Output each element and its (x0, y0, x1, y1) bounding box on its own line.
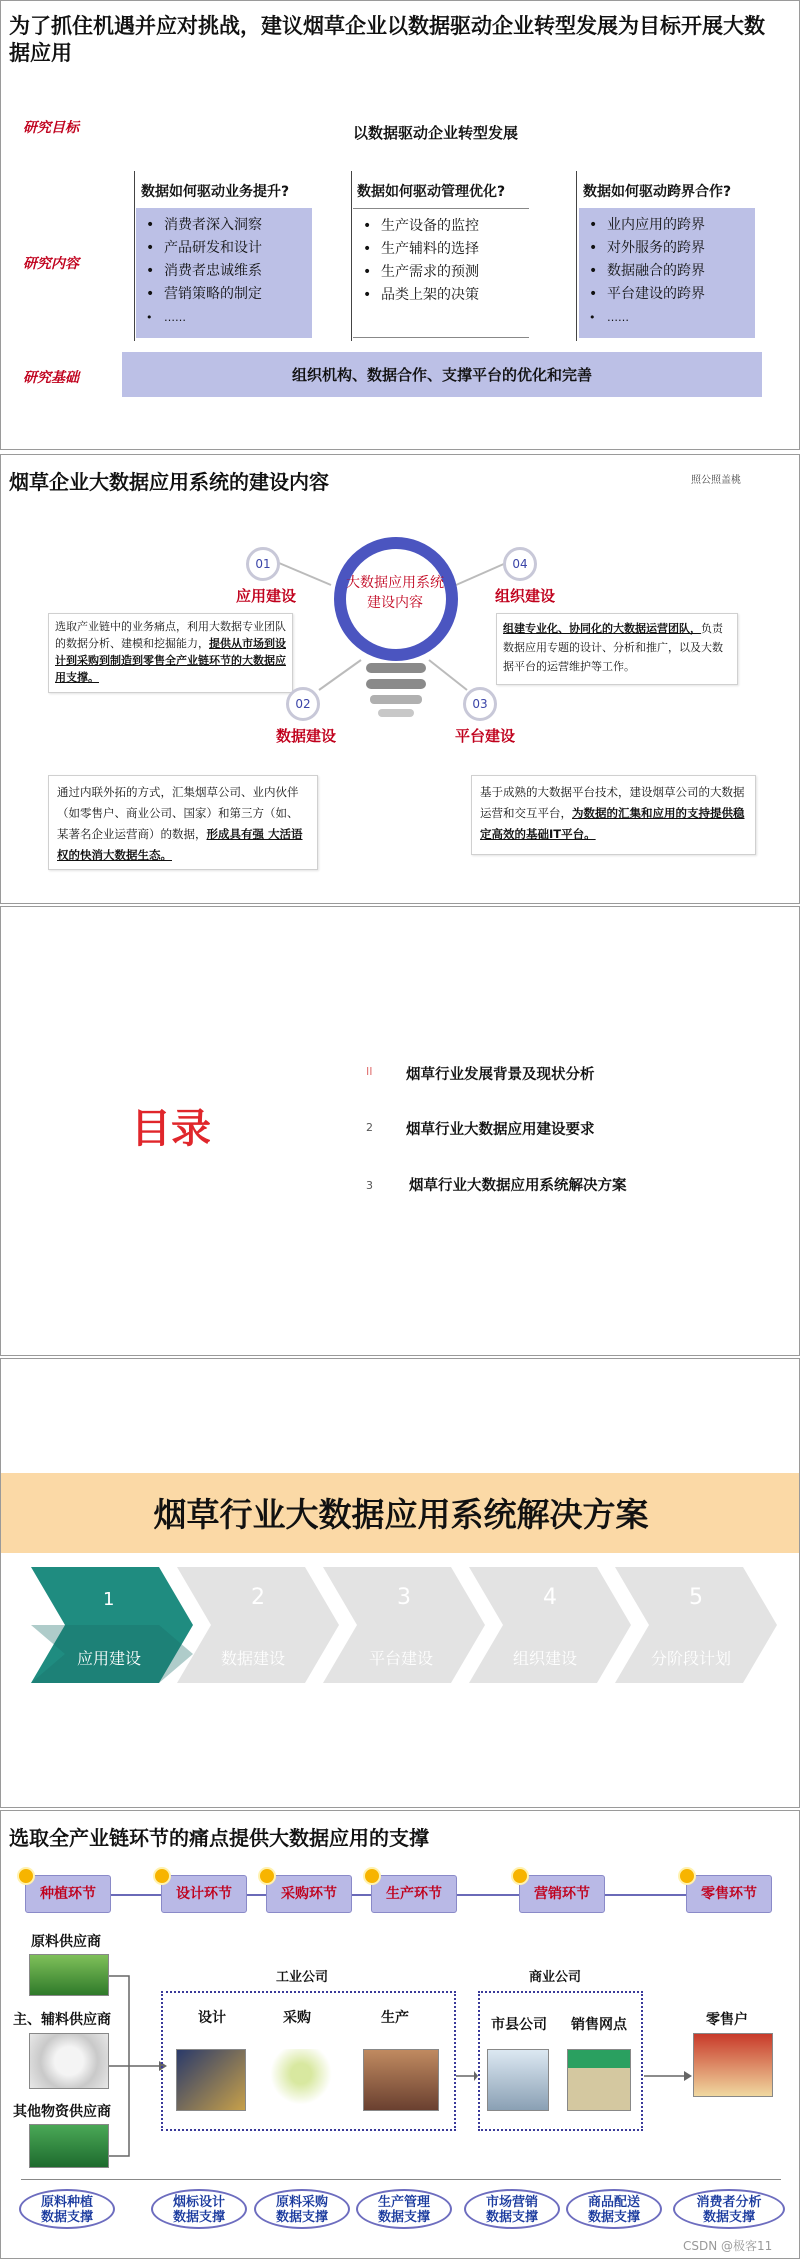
section-text-data (48, 775, 318, 870)
list-item: • 平台建设的跨界 (579, 283, 755, 306)
toc-item-1[interactable]: 烟草行业发展背景及现状分析 (406, 1067, 595, 1083)
stage-retail[interactable]: 零售环节 (686, 1875, 772, 1913)
industry-col-production: 生产 (381, 2010, 409, 2026)
toc-item-3[interactable]: 烟草行业大数据应用系统解决方案 (409, 1178, 627, 1194)
section-number-04: 04 (503, 547, 537, 581)
lightbulb-icon (17, 1867, 35, 1885)
commerce-col-county: 市县公司 (491, 2017, 547, 2033)
support-oval-marketing[interactable]: 市场营销 数据支撑 (464, 2189, 560, 2229)
list-item: • …… (136, 306, 312, 329)
label-goal: 研究目标 (23, 120, 79, 136)
column-head-management: 数据如何驱动管理优化? (357, 184, 506, 200)
label-basis: 研究基础 (23, 370, 79, 386)
column-box-crossover (579, 208, 755, 338)
list-item: • 对外服务的跨界 (579, 237, 755, 260)
bulb-text: 大数据应用系统建设内容 (346, 575, 444, 611)
text-plain: 基于成熟的大数据平台技术，建设烟草公司的大数据运营和交互平台， (480, 785, 745, 820)
industry-title: 工业公司 (276, 1970, 329, 1985)
supplier-materials: 主、辅料供应商 (13, 2012, 111, 2028)
supplier-other: 其他物资供应商 (13, 2104, 111, 2120)
basis-text: 组织机构、数据合作、支撑平台的优化和完善 (291, 366, 592, 384)
slide-toc (0, 906, 800, 1356)
stage-marketing[interactable]: 营销环节 (519, 1875, 605, 1913)
slide-strategy (0, 0, 800, 450)
flow-arrows (456, 2066, 696, 2086)
toc-number: 2 (366, 1121, 373, 1134)
text-plain: 选取产业链中的业务痛点，利用大数据专业团队的数据分析、建模和挖掘能力， (55, 620, 286, 650)
photo-cigarette-pack (176, 2049, 246, 2111)
list-item: • 生产需求的预测 (353, 261, 529, 284)
list-item: • 产品研发和设计 (136, 237, 312, 260)
section-title-platform: 平台建设 (455, 727, 516, 745)
retail-label: 零售户 (706, 2012, 748, 2028)
photo-material-roll (29, 2033, 109, 2089)
banner-title: 烟草行业大数据应用系统解决方案 (153, 1495, 649, 1534)
section-text-app (48, 613, 293, 693)
supplier-bracket (109, 1971, 169, 2171)
section-number-01: 01 (246, 547, 280, 581)
photo-warehouse (29, 2124, 109, 2168)
list-item: • …… (579, 306, 755, 329)
support-oval-design[interactable]: 烟标设计 数据支撑 (151, 2189, 247, 2229)
lightbulb-icon (258, 1867, 276, 1885)
step-number: 4 (543, 1585, 557, 1610)
slide-construction (0, 454, 800, 904)
step-number: 2 (251, 1585, 265, 1610)
list-item: • 品类上架的决策 (353, 284, 529, 307)
section-text-platform (471, 775, 756, 855)
support-oval-procure[interactable]: 原料采购 数据支撑 (254, 2189, 350, 2229)
col-divider (351, 171, 352, 341)
lightbulb-icon (511, 1867, 529, 1885)
photo-farm (29, 1954, 109, 1996)
section-number-02: 02 (286, 687, 320, 721)
lightbulb-icon (678, 1867, 696, 1885)
corner-note: 照公照盖桃 (691, 475, 741, 486)
photo-shopping-cart (266, 2049, 336, 2111)
industry-col-design: 设计 (198, 2010, 226, 2026)
supplier-raw: 原料供应商 (31, 1934, 101, 1950)
stage-procurement[interactable]: 采购环节 (266, 1875, 352, 1913)
list-item: • 业内应用的跨界 (579, 214, 755, 237)
list-item: • 消费者深入洞察 (136, 214, 312, 237)
text-emphasis: 形成具有强 大活语权的快消大数据生态。 (57, 827, 303, 862)
step-label[interactable]: 数据建设 (221, 1649, 286, 1668)
stage-planting[interactable]: 种植环节 (25, 1875, 111, 1913)
toc-number: II (366, 1065, 373, 1078)
column-box-business (136, 208, 312, 338)
section-title-org: 组织建设 (495, 587, 556, 605)
text-emphasis: 组建专业化、协同化的大数据运营团队， (503, 622, 701, 635)
list-item: • 生产设备的监控 (353, 215, 529, 238)
watermark: CSDN @极客11 (683, 2239, 773, 2253)
basis-bar (122, 352, 762, 397)
text-emphasis: 提供从市场到设计到采购到制造到零售全产业链环节的大数据应用支撑。 (55, 637, 286, 684)
industry-col-procure: 采购 (283, 2010, 311, 2026)
slide-value-chain (0, 1810, 800, 2259)
column-box-management (353, 208, 529, 338)
section-title-data: 数据建设 (276, 727, 337, 745)
step-label[interactable]: 分阶段计划 (651, 1649, 732, 1668)
label-content: 研究内容 (23, 256, 79, 272)
support-oval-production[interactable]: 生产管理 数据支撑 (356, 2189, 452, 2229)
toc-title: 目录 (131, 1106, 211, 1152)
bottom-divider (21, 2179, 781, 2180)
section-title-app: 应用建设 (236, 587, 297, 605)
stage-design[interactable]: 设计环节 (161, 1875, 247, 1913)
list-item: • 数据融合的跨界 (579, 260, 755, 283)
col-divider (576, 171, 577, 341)
text-emphasis: 为数据的汇集和应用的支持提供稳定高效的基础IT平台。 (480, 806, 745, 841)
text-plain: 通过内联外拓的方式，汇集烟草公司、业内伙伴（如零售户、商业公司、国家）和第三方（如、某著名企业运营商）的数据， (57, 785, 299, 841)
list-item: • 营销策略的制定 (136, 283, 312, 306)
slide2-title: 烟草企业大数据应用系统的建设内容 (9, 470, 329, 494)
column-head-business: 数据如何驱动业务提升? (141, 184, 290, 200)
commerce-col-outlet: 销售网点 (571, 2017, 627, 2033)
step-number: 5 (689, 1585, 703, 1610)
column-head-crossover: 数据如何驱动跨界合作? (583, 184, 732, 200)
lightbulb-icon (153, 1867, 171, 1885)
lightbulb-icon (326, 537, 466, 727)
step-number: 3 (397, 1585, 411, 1610)
list-item: • 生产辅料的选择 (353, 238, 529, 261)
stage-production[interactable]: 生产环节 (371, 1875, 457, 1913)
commerce-title: 商业公司 (529, 1970, 582, 1985)
photo-factory (363, 2049, 439, 2111)
support-oval-planting[interactable]: 原料种植 数据支撑 (19, 2189, 115, 2229)
goal-text: 以数据驱动企业转型发展 (353, 124, 519, 142)
step-number: 1 (103, 1589, 115, 1610)
toc-item-2[interactable]: 烟草行业大数据应用建设要求 (406, 1122, 595, 1138)
list-item: • 消费者忠诚维系 (136, 260, 312, 283)
section-text-org (496, 613, 738, 685)
step-label[interactable]: 平台建设 (369, 1649, 434, 1668)
col-divider (134, 171, 135, 341)
slide1-title: 为了抓住机遇并应对挑战，建议烟草企业以数据驱动企业转型发展为目标开展大数据应用 (9, 14, 765, 65)
lightbulb-icon (363, 1867, 381, 1885)
toc-number: 3 (366, 1179, 373, 1192)
step-label-active[interactable]: 应用建设 (77, 1649, 142, 1668)
text-plain: 负责数据应用专题的设计、分析和推广，以及大数据平台的运营维护等工作。 (503, 622, 723, 673)
support-oval-delivery[interactable]: 商品配送 数据支撑 (566, 2189, 662, 2229)
section-number-03: 03 (463, 687, 497, 721)
photo-retail-shop (693, 2033, 773, 2097)
slide-section-divider (0, 1358, 800, 1808)
step-label[interactable]: 组织建设 (513, 1649, 578, 1668)
support-oval-consumer[interactable]: 消费者分析 数据支撑 (673, 2189, 785, 2229)
slide5-title: 选取全产业链环节的痛点提供大数据应用的支撑 (9, 1826, 429, 1850)
